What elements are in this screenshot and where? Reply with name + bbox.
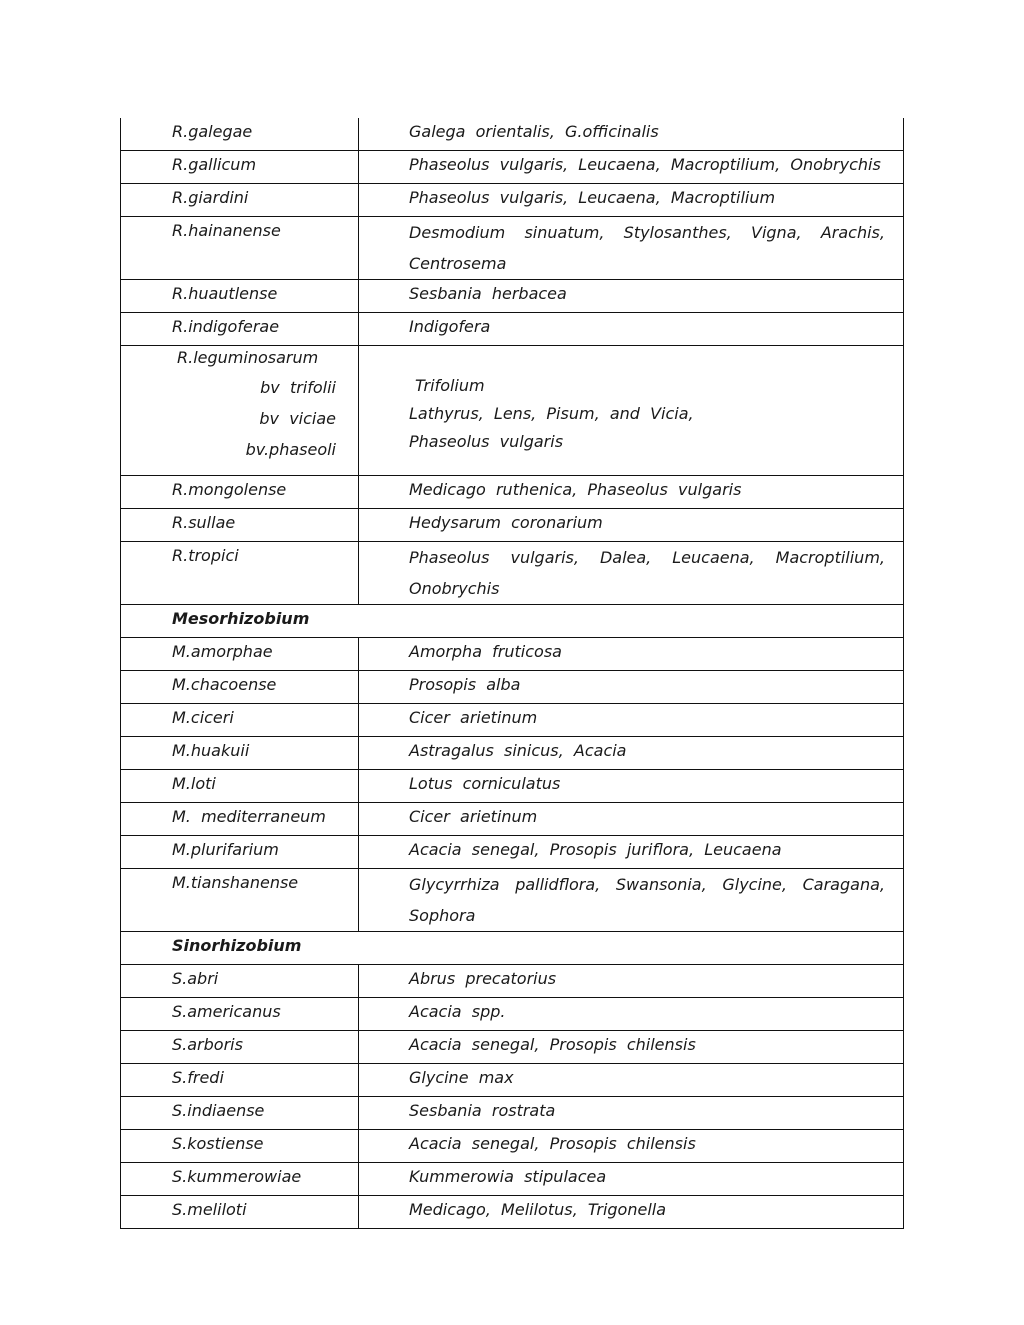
host-plants: Amorpha fruticosa [359, 638, 904, 671]
genus-label: Mesorhizobium [121, 605, 904, 638]
species-name: S.meliloti [121, 1196, 359, 1229]
host-plants: Acacia senegal, Prosopis juriflora, Leucaena [359, 836, 904, 869]
species-name: S.kostiense [121, 1130, 359, 1163]
host-plants: Hedysarum coronarium [359, 509, 904, 542]
table-row [121, 1196, 904, 1229]
host-name: Phaseolus vulgaris [409, 432, 564, 451]
table-row [121, 638, 904, 671]
table-row [121, 509, 904, 542]
biovar-name: bv.phaseoli [245, 440, 336, 459]
table-row [121, 118, 904, 151]
table-row [121, 1031, 904, 1064]
host-cell [359, 346, 904, 476]
species-name: R.mongolense [121, 476, 359, 509]
species-name: M.huakuii [121, 737, 359, 770]
host-plants: Cicer arietinum [359, 704, 904, 737]
species-name: S.fredi [121, 1064, 359, 1097]
host-plants: Prosopis alba [359, 671, 904, 704]
species-name: S.indiaense [121, 1097, 359, 1130]
species-name: M.tianshanense [121, 869, 359, 932]
host-plants: Phaseolus vulgaris, Leucaena, Macroptilium, Onobrychis [359, 151, 904, 184]
biovar-name: bv trifolii [260, 378, 336, 397]
table-row [121, 1097, 904, 1130]
host-plants: Acacia senegal, Prosopis chilensis [359, 1031, 904, 1064]
host-word: vulgaris, [510, 548, 579, 567]
host-plants: Acacia senegal, Prosopis chilensis [359, 1130, 904, 1163]
host-plants: Galega orientalis, G.officinalis [359, 118, 904, 151]
host-line: Onobrychis [409, 579, 500, 598]
table-row [121, 151, 904, 184]
species-name: S.abri [121, 965, 359, 998]
table-body [121, 118, 904, 1229]
host-name: Lathyrus, Lens, Pisum, and Vicia, [409, 404, 694, 423]
host-word: Glycine, [722, 875, 787, 894]
rhizobia-host-table [120, 118, 904, 1229]
host-word: Macroptilium, [775, 548, 885, 567]
table-row [121, 965, 904, 998]
table-row [121, 704, 904, 737]
table-row [121, 542, 904, 605]
host-cell [359, 869, 904, 932]
host-cell [359, 542, 904, 605]
species-name: M.plurifarium [121, 836, 359, 869]
host-line [409, 869, 885, 900]
table-row [121, 1130, 904, 1163]
species-name: S.arboris [121, 1031, 359, 1064]
table-row [121, 1064, 904, 1097]
host-plants: Astragalus sinicus, Acacia [359, 737, 904, 770]
host-word: Arachis, [820, 223, 885, 242]
host-plants: Cicer arietinum [359, 803, 904, 836]
species-name: R.tropici [121, 542, 359, 605]
host-word: Leucaena, [672, 548, 755, 567]
host-word: Swansonia, [615, 875, 707, 894]
host-name: Trifolium [415, 376, 485, 395]
species-name: M.amorphae [121, 638, 359, 671]
table-row [121, 998, 904, 1031]
host-plants: Lotus corniculatus [359, 770, 904, 803]
table-row [121, 836, 904, 869]
species-name: R.gallicum [121, 151, 359, 184]
table-row [121, 217, 904, 280]
table-row [121, 803, 904, 836]
host-line: Sophora [409, 906, 476, 925]
species-name: R.indigoferae [121, 313, 359, 346]
species-name: S.americanus [121, 998, 359, 1031]
host-plants: Phaseolus vulgaris, Leucaena, Macroptilium [359, 184, 904, 217]
host-word: Dalea, [599, 548, 652, 567]
host-line [409, 542, 885, 573]
species-name: R.huautlense [121, 280, 359, 313]
table-row [121, 184, 904, 217]
genus-label: Sinorhizobium [121, 932, 904, 965]
table-row [121, 1163, 904, 1196]
table-row [121, 313, 904, 346]
host-plants: Sesbania herbacea [359, 280, 904, 313]
host-line: Centrosema [409, 254, 507, 273]
biovar-name: bv viciae [259, 409, 336, 428]
genus-header-row [121, 932, 904, 965]
table-row [121, 671, 904, 704]
host-word: Vigna, [751, 223, 802, 242]
host-word: Caragana, [802, 875, 885, 894]
species-name: R.hainanense [121, 217, 359, 280]
host-word: sinuatum, [524, 223, 605, 242]
host-plants: Medicago ruthenica, Phaseolus vulgaris [359, 476, 904, 509]
host-plants: Indigofera [359, 313, 904, 346]
species-name: M.ciceri [121, 704, 359, 737]
host-plants: Sesbania rostrata [359, 1097, 904, 1130]
table-row [121, 476, 904, 509]
species-cell [121, 346, 359, 476]
host-plants: Kummerowia stipulacea [359, 1163, 904, 1196]
host-word: Phaseolus [409, 548, 490, 567]
host-plants: Glycine max [359, 1064, 904, 1097]
genus-header-row [121, 605, 904, 638]
table-row [121, 737, 904, 770]
table-row [121, 869, 904, 932]
host-word: Glycyrrhiza [409, 875, 500, 894]
host-plants: Medicago, Melilotus, Trigonella [359, 1196, 904, 1229]
species-name: R.sullae [121, 509, 359, 542]
species-name: R.giardini [121, 184, 359, 217]
host-word: Stylosanthes, [623, 223, 732, 242]
table-row [121, 346, 904, 476]
species-name: R.leguminosarum [177, 348, 319, 367]
species-name: S.kummerowiae [121, 1163, 359, 1196]
table-row [121, 280, 904, 313]
host-plants: Acacia spp. [359, 998, 904, 1031]
host-word: Desmodium [409, 223, 506, 242]
species-name: M. mediterraneum [121, 803, 359, 836]
host-plants: Abrus precatorius [359, 965, 904, 998]
host-word: pallidflora, [515, 875, 601, 894]
species-name: R.galegae [121, 118, 359, 151]
host-line [409, 217, 885, 248]
table-row [121, 770, 904, 803]
species-name: M.chacoense [121, 671, 359, 704]
species-name: M.loti [121, 770, 359, 803]
host-cell [359, 217, 904, 280]
